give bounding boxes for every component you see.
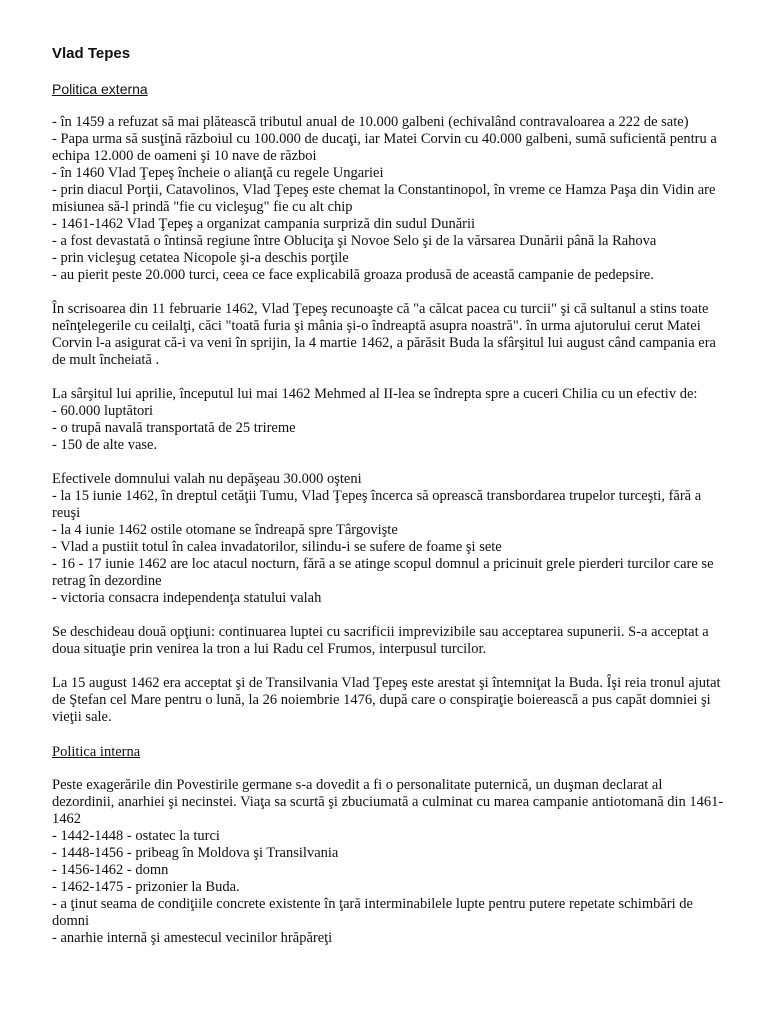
text-line: - 1442-1448 - ostatec la turci <box>52 828 220 844</box>
text-line: - 1462-1475 - prizonier la Buda. <box>52 879 240 895</box>
text-line: - prin diacul Porţii, Catavolinos, Vlad Ţepeş este chemat la Constantinopol, în vreme ce Hamza Paşa din Vidin are misiunea să-l prindă "fie cu vicleşug" fie cu alt chip <box>52 182 716 215</box>
external-policy-section <box>52 114 724 726</box>
text-line: În scrisoarea din 11 februarie 1462, Vlad Ţepeş recunoaşte că "a călcat pacea cu turcii" şi că sultanul a stins toate neînţelegerile cu ceilalţi, căci "toată furia şi mânia şi-o îndreaptă asupra noastră". în urma ajutorului cerut Matei Corvin l-a asigurat că-i va veni în sprijin, la 4 martie 1462, a părăsit Buda la sfârşitul lui august când campania era de mult încheiată . <box>52 301 716 368</box>
text-line: Se deschideau două opţiuni: continuarea luptei cu sacrificii imprevizibile sau acceptarea supunerii. S-a acceptat a doua situaţie prin venirea la tron a lui Radu cel Frumos, interpusul turcilor. <box>52 624 709 657</box>
paragraph <box>52 675 724 726</box>
text-line: - 150 de alte vase. <box>52 437 158 453</box>
internal-policy-section <box>52 777 724 947</box>
paragraph <box>52 386 724 454</box>
section-heading-external: Politica externa <box>52 81 148 97</box>
text-line: - victoria consacra independenţa statului valah <box>52 590 322 606</box>
text-line: - 1448-1456 - pribeag în Moldova şi Transilvania <box>52 845 339 861</box>
text-line: - 1456-1462 - domn <box>52 862 169 878</box>
document-title: Vlad Tepes <box>52 45 131 62</box>
paragraph <box>52 624 724 658</box>
document-page <box>52 44 724 964</box>
text-line: Peste exagerările din Povestirile germane s-a dovedit a fi o personalitate puternică, un duşman declarat al dezordinii, anarhiei şi necinstei. Viaţa sa scurtă şi zbuciumată a culminat cu marea campanie antiotomană din 1461-1462 <box>52 777 724 827</box>
text-line: - a fost devastată o întinsă regiune între Obluciţa şi Novoe Selo şi de la vărsarea Dunării până la Rahova <box>52 233 657 249</box>
text-line: - 1461-1462 Vlad Ţepeş a organizat campania surpriză din sudul Dunării <box>52 216 476 232</box>
paragraph <box>52 301 724 369</box>
text-line: - 60.000 luptători <box>52 403 154 419</box>
text-line: La sârşitul lui aprilie, începutul lui mai 1462 Mehmed al II-lea se îndrepta spre a cuceri Chilia cu un efectiv de: <box>52 386 698 402</box>
text-line: - la 15 iunie 1462, în dreptul cetăţii Tumu, Vlad Ţepeş încerca să oprească transbordarea trupelor turceşti, fără a reuşi <box>52 488 702 521</box>
text-line: - Vlad a pustiit totul în calea invadatorilor, silindu-i se sufere de foame şi sete <box>52 539 502 555</box>
paragraph <box>52 471 724 607</box>
text-line: - la 4 iunie 1462 ostile otomane se îndreapă spre Târgovişte <box>52 522 398 538</box>
text-line: Efectivele domnului valah nu depăşeau 30.000 oşteni <box>52 471 362 487</box>
text-line: - a ţinut seama de condiţiile concrete existente în ţară interminabilele lupte pentru putere repetate schimbări de domni <box>52 896 693 929</box>
text-line: - în 1459 a refuzat să mai plătească tributul anual de 10.000 galbeni (echivalând contravaloarea a 222 de sate) <box>52 114 689 130</box>
text-line: - o trupă navală transportată de 25 trireme <box>52 420 296 436</box>
section-heading-internal: Politica interna <box>52 744 141 760</box>
text-line: - în 1460 Vlad Ţepeş încheie o alianţă cu regele Ungariei <box>52 165 384 181</box>
paragraph <box>52 114 724 284</box>
text-line: La 15 august 1462 era acceptat şi de Transilvania Vlad Ţepeş este arestat şi întemniţat la Buda. Îşi reia tronul ajutat de Ştefan cel Mare pentru o lună, la 26 noiembrie 1476, după care o conspiraţie boierească a pus capăt domniei şi vieţii sale. <box>52 675 721 725</box>
text-line: - anarhie internă şi amestecul vecinilor hrăpăreţi <box>52 930 333 946</box>
text-line: - au pierit peste 20.000 turci, ceea ce face explicabilă groaza produsă de această campanie de pedepsire. <box>52 267 654 283</box>
text-line: - Papa urma să susţină războiul cu 100.000 de ducaţi, iar Matei Corvin cu 40.000 galbeni, sumă suficientă pentru a echipa 12.000 de oameni şi 10 nave de război <box>52 131 717 164</box>
text-line: - 16 - 17 iunie 1462 are loc atacul nocturn, fără a se atinge scopul domnul a pricinuit grele pierderi turcilor care se retrag în dezordine <box>52 556 714 589</box>
paragraph <box>52 777 724 947</box>
text-line: - prin vicleşug cetatea Nicopole şi-a deschis porţile <box>52 250 349 266</box>
